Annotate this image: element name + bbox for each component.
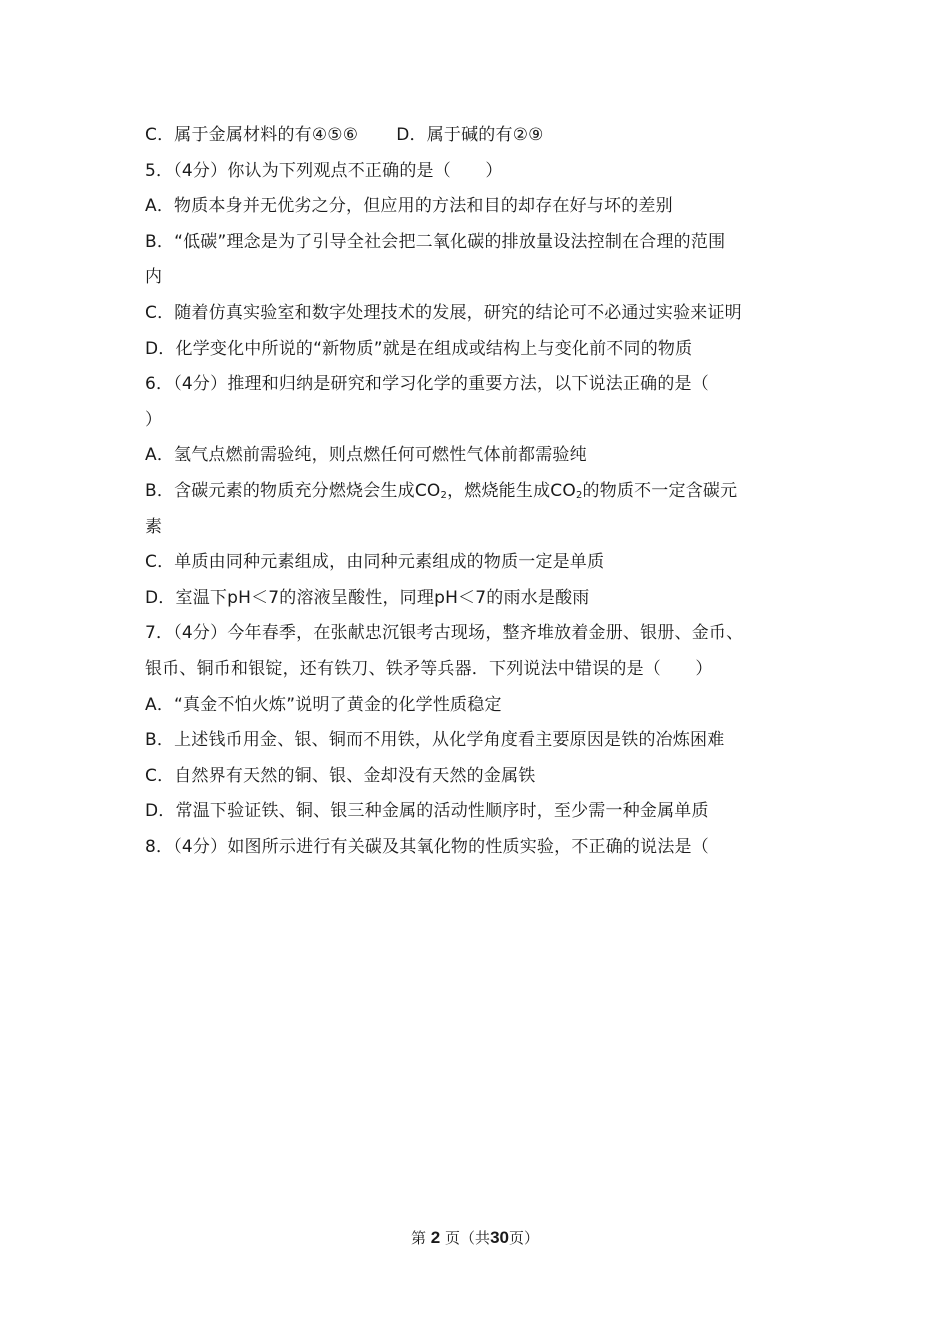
option-c: C．属于金属材料的有④⑤⑥ (145, 125, 359, 145)
page-footer (0, 1227, 950, 1248)
question-7: 7．（4分）今年春季，在张献忠沉银考古现场，整齐堆放着金册、银册、金币、 (145, 623, 744, 644)
page-number: 2 (430, 1228, 441, 1247)
text-segment: ，燃烧能生成CO (447, 480, 576, 501)
option-d: D．常温下验证铁、铜、银三种金属的活动性顺序时，至少需一种金属单质 (145, 801, 709, 822)
option-a: A．“真金不怕火炼”说明了黄金的化学性质稳定 (145, 694, 502, 715)
option-b: B．“低碳”理念是为了引导全社会把二氧化碳的排放量设法控制在合理的范围 (145, 231, 726, 252)
option-c: C．随着仿真实验室和数字处理技术的发展，研究的结论可不必通过实验来证明 (145, 302, 742, 323)
subscript: 2 (575, 489, 583, 501)
option-d: D．室温下pH＜7的溶液呈酸性，同理pH＜7的雨水是酸雨 (145, 587, 590, 608)
page-content (145, 118, 815, 865)
footer-prefix: 第 (411, 1229, 427, 1247)
option-b-cont: 内 (145, 267, 163, 288)
question-6-cont: ） (145, 409, 163, 430)
footer-middle: 页（共 (445, 1229, 491, 1247)
question-8: 8．（4分）如图所示进行有关碳及其氧化物的性质实验，不正确的说法是（ (145, 836, 709, 857)
question-5: 5．（4分）你认为下列观点不正确的是（ ） (145, 160, 503, 181)
text-line (145, 118, 815, 154)
option-c: C．单质由同种元素组成，由同种元素组成的物质一定是单质 (145, 552, 605, 573)
total-pages: 30 (490, 1228, 509, 1247)
footer-suffix: 页） (508, 1229, 539, 1247)
option-b (145, 474, 815, 510)
question-7-cont: 银币、铜币和银锭，还有铁刀、铁矛等兵器．下列说法中错误的是（ ） (145, 658, 713, 679)
option-d: D．属于碱的有②⑨ (396, 125, 544, 145)
option-a: A．氢气点燃前需验纯，则点燃任何可燃性气体前都需验纯 (145, 445, 587, 466)
subscript: 2 (440, 489, 448, 501)
option-b-cont: 素 (145, 516, 163, 537)
question-6: 6．（4分）推理和归纳是研究和学习化学的重要方法，以下说法正确的是（ (145, 374, 709, 395)
text-segment: 的物质不一定含碳元 (582, 480, 738, 501)
option-b: B．上述钱币用金、银、铜而不用铁，从化学角度看主要原因是铁的冶炼困难 (145, 730, 725, 751)
text-segment: B．含碳元素的物质充分燃烧会生成CO (145, 480, 441, 501)
option-a: A．物质本身并无优劣之分，但应用的方法和目的却存在好与坏的差别 (145, 196, 673, 217)
option-c: C．自然界有天然的铜、银、金却没有天然的金属铁 (145, 765, 536, 786)
option-d: D．化学变化中所说的“新物质”就是在组成或结构上与变化前不同的物质 (145, 338, 693, 359)
